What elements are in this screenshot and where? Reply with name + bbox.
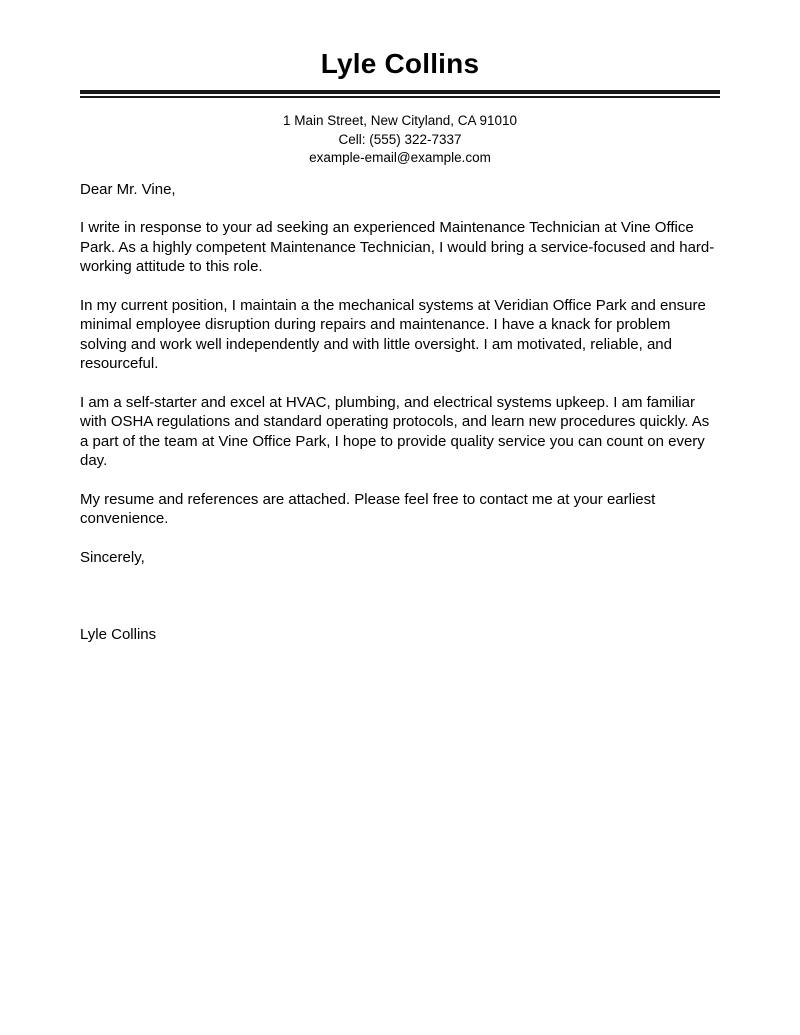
- letter-closing: Sincerely,: [80, 548, 145, 566]
- letter-paragraph: In my current position, I maintain a the mechanical systems at Veridian Office Park and ensure minimal employee disruption during repairs and maintenance. I have a knack for problem solving and work well independently and with little oversight. I am motivated, reliable, and resourceful.: [80, 296, 706, 372]
- letter-paragraph: I write in response to your ad seeking an experienced Maintenance Technician at Vine Office Park. As a highly competent Maintenance Technician, I would bring a service-focused and hard-working attitude to this role.: [80, 219, 715, 275]
- contact-address: 1 Main Street, New Cityland, CA 91010: [282, 113, 518, 128]
- letter-salutation: Dear Mr. Vine,: [80, 180, 176, 198]
- letter-body: [80, 180, 720, 645]
- contact-block: [80, 112, 720, 168]
- header-divider: [80, 90, 720, 98]
- contact-email: example-email@example.com: [309, 150, 491, 165]
- page-title: Lyle Collins: [320, 48, 480, 79]
- contact-phone: Cell: (555) 322-7337: [338, 131, 462, 147]
- letter-paragraph: I am a self-starter and excel at HVAC, plumbing, and electrical systems upkeep. I am familiar with OSHA regulations and standard operating protocols, and learn new procedures quickly. As a part of the team at Vine Office Park, I hope to provide quality service you can count on every day.: [80, 393, 710, 469]
- letter-signature: Lyle Collins: [80, 626, 157, 643]
- letter-paragraph: My resume and references are attached. Please feel free to contact me at your earliest convenience.: [80, 490, 656, 527]
